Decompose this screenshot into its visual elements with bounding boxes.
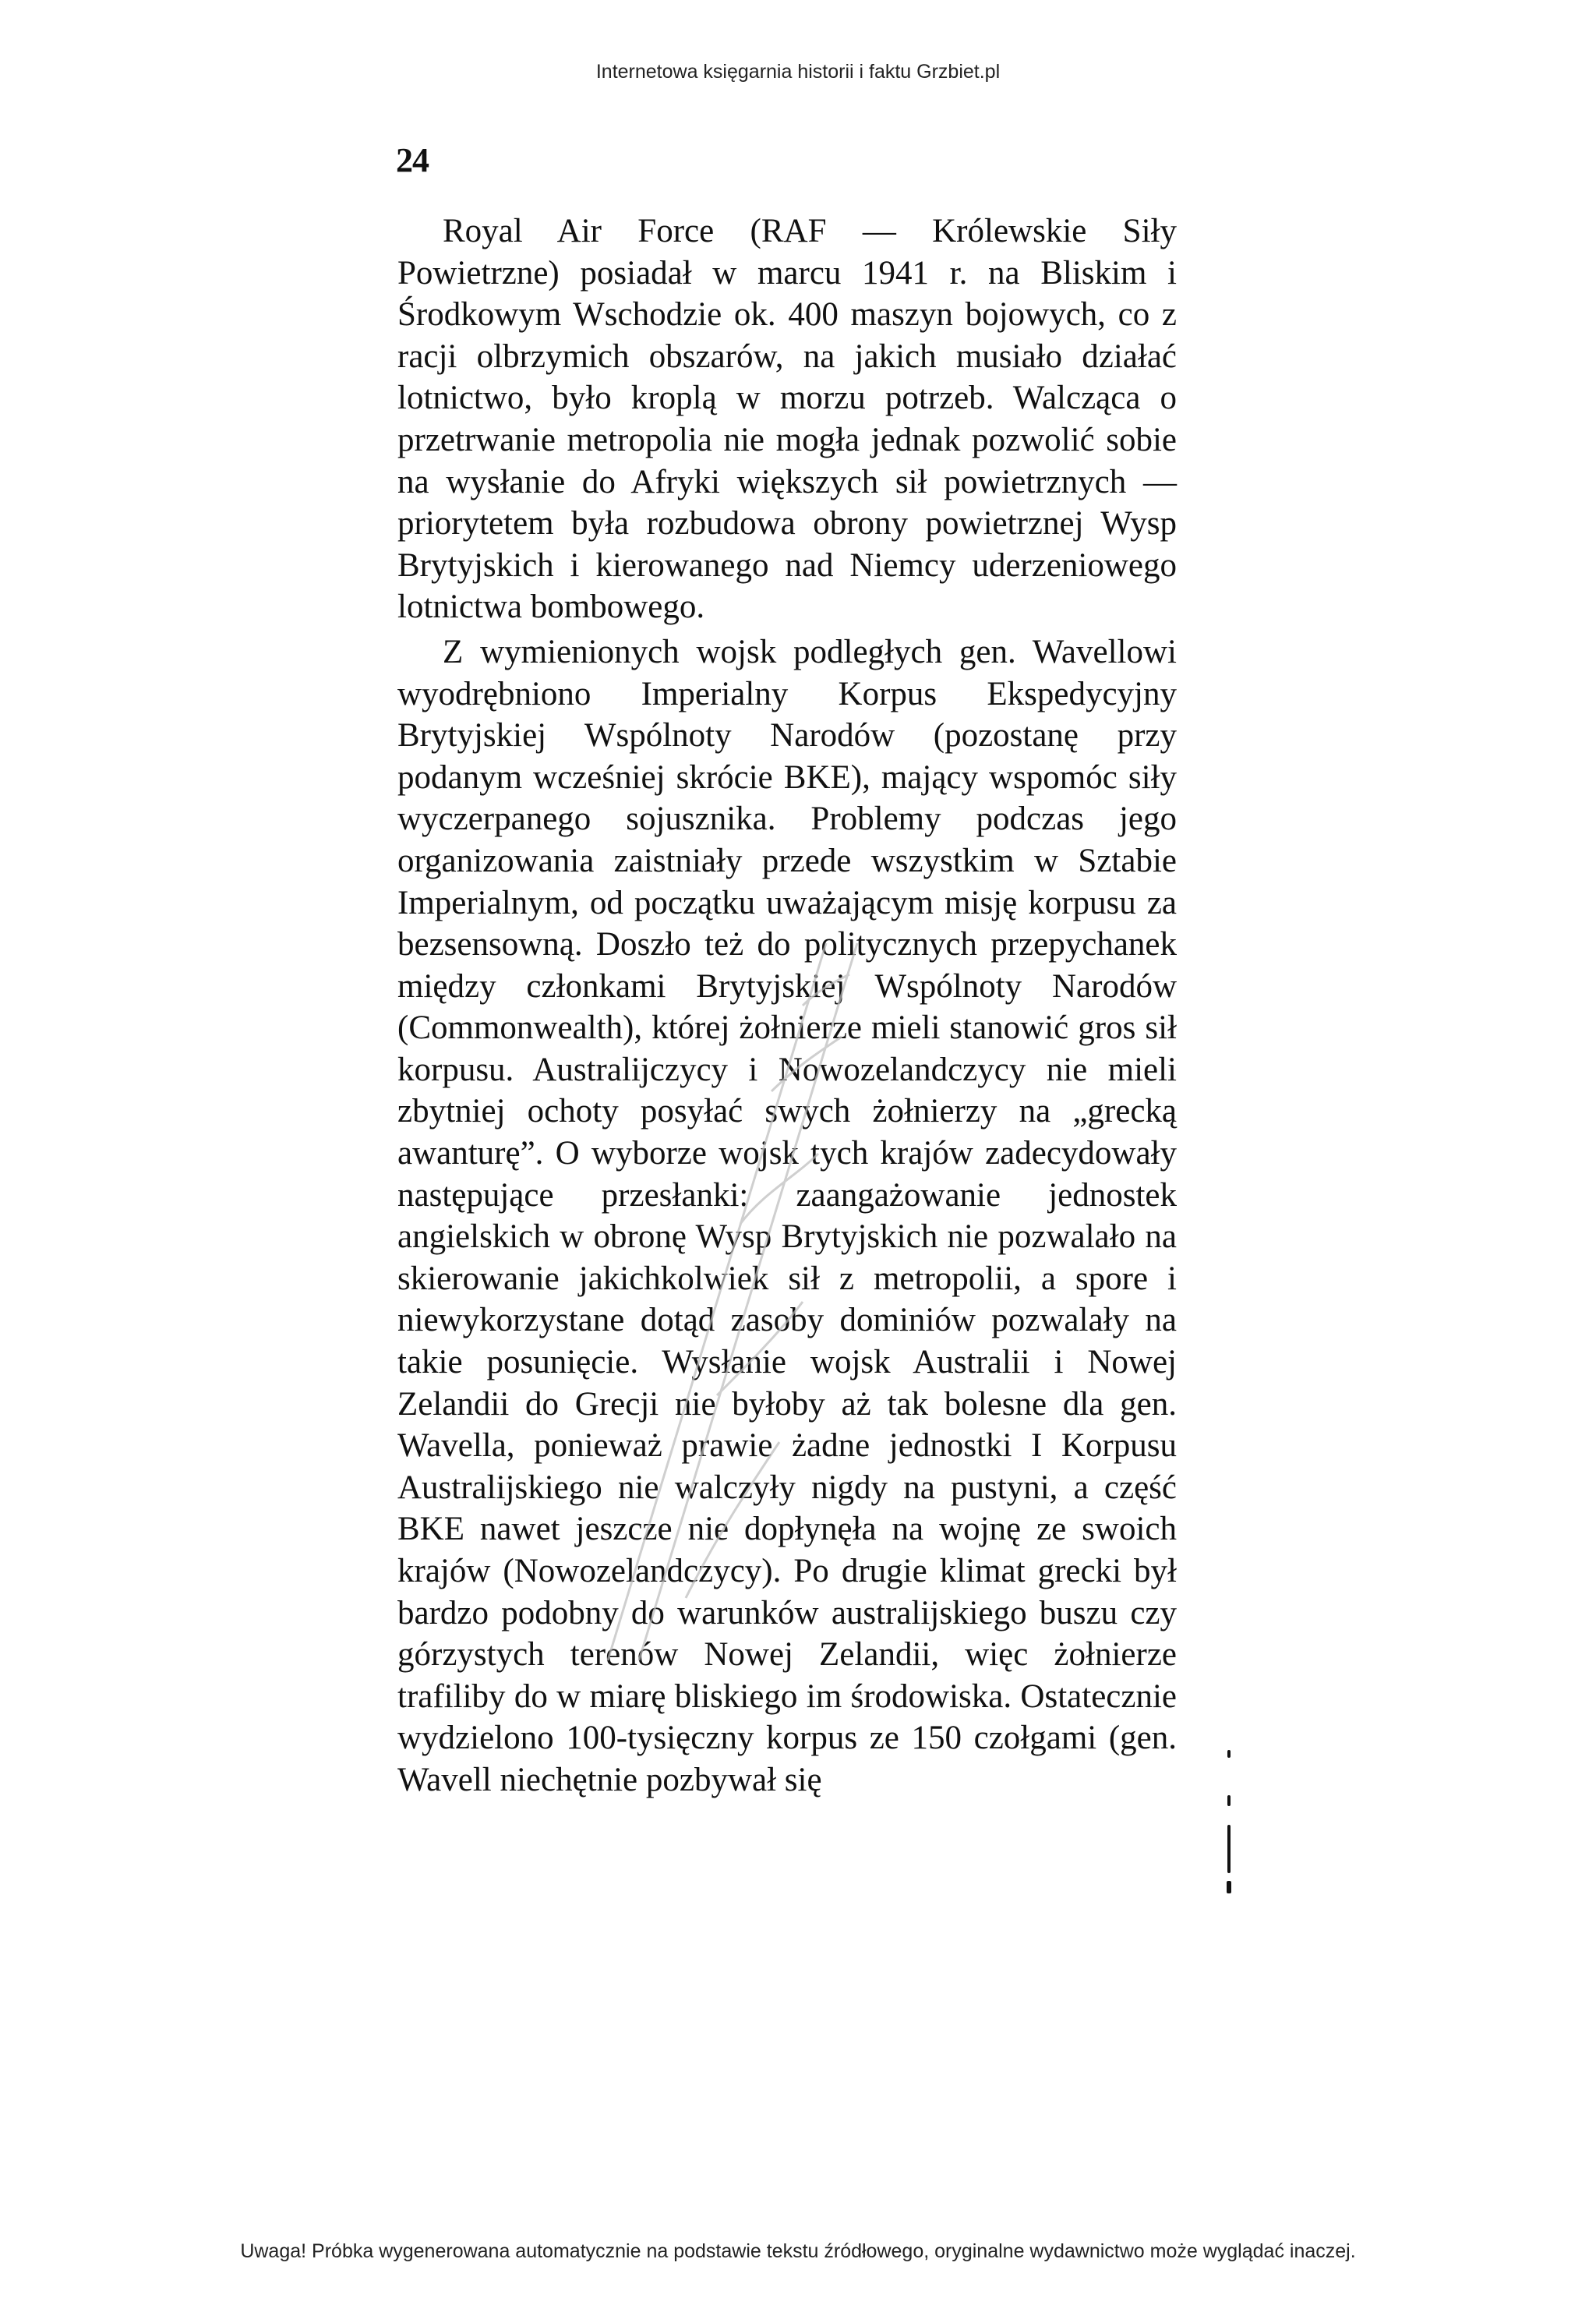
page-number: 24 bbox=[396, 141, 429, 179]
paragraph-2: Z wymienionych wojsk podległych gen. Wavellowi wyodrębniono Imperialny Korpus Ekspedycyjny Brytyjskiej Wspólnoty Narodów (pozostanę przy podanym wcześniej skrócie BKE), mający wspomóc siły wyczerpanego sojusznika. Problemy podczas jego organizowania zaistniały przede wszystkim w Sztabie Imperialnym, od początku uważającym misję korpusu za bezsensowną. Doszło też do politycznych przepychanek między członkami Brytyjskiej Wspólnoty Narodów (Commonwealth), której żołnierze mieli stanowić gros sił korpusu. Australijczycy i Nowozelandczycy nie mieli zbytniej ochoty posyłać swych żołnierzy na „grecką awanturę”. O wyborze wojsk tych krajów zadecydowały następujące przesłanki: zaangażowanie jednostek angielskich w obronę Wysp Brytyjskich nie pozwalało na skierowanie jakichkolwiek sił z metropolii, a spore i niewykorzystane dotąd zasoby dominiów pozwalały na takie posunięcie. Wysłanie wojsk Australii i Nowej Zelandii do Grecji nie byłoby aż tak bolesne dla gen. Wavella, ponieważ prawie żadne jednostki I Korpusu Australijskiego nie walczyły nigdy na pustyni, a część BKE nawet jeszcze nie dopłynęła na wojnę ze swoich krajów (Nowozelandczycy). Po drugie klimat grecki był bardzo podobny do warunków australijskiego buszu czy górzystych terenów Nowej Zelandii, więc żołnierze trafiliby do w miarę bliskiego im środowiska. Ostatecznie wydzielono 100-tysięczny korpus ze 150 czołgami (gen. Wavell niechętnie pozbywał się bbox=[397, 633, 1177, 1798]
margin-mark bbox=[1227, 1825, 1231, 1873]
margin-marks bbox=[1224, 1750, 1235, 1906]
paragraph-1: Royal Air Force (RAF — Królewskie Siły Powietrzne) posiadał w marcu 1941 r. na Bliskim i Środkowym Wschodzie ok. 400 maszyn bojowych, co z racji olbrzymich obszarów, na jakich musiało działać lotnictwo, było kroplą w morzu potrzeb. Walcząca o przetrwanie metropolia nie mogła jednak pozwolić sobie na wysłanie do Afryki większych sił powietrznych — priorytetem była rozbudowa obrony powietrznej Wysp Brytyjskich i kierowanego nad Niemcy uderzeniowego lotnictwa bombowego. bbox=[397, 213, 1177, 626]
margin-mark bbox=[1227, 1881, 1231, 1893]
header-notice: Internetowa księgarnia historii i faktu Grzbiet.pl bbox=[595, 61, 1001, 83]
footer-notice: Uwaga! Próbka wygenerowana automatycznie na podstawie tekstu źródłowego, oryginalne wydawnictwo może wyglądać inaczej. bbox=[240, 2240, 1356, 2262]
margin-mark bbox=[1227, 1795, 1231, 1806]
margin-mark bbox=[1227, 1750, 1231, 1758]
body-text bbox=[397, 210, 1177, 1801]
